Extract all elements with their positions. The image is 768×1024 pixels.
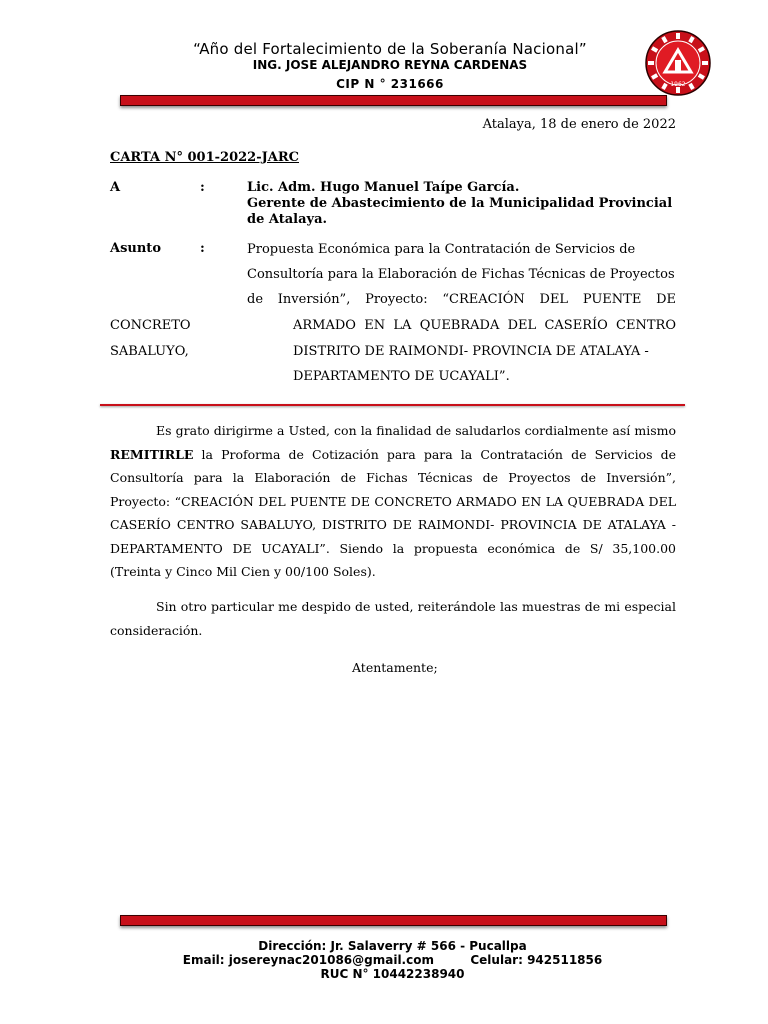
logo-year-text: 1962 [670,81,686,88]
p1-bold: REMITIRLE [110,446,194,462]
recipient-name: Lic. Adm. Hugo Manuel Taípe García. [247,180,520,195]
year-motto: “Año del Fortalecimiento de la Soberanía Nacional” [193,40,587,58]
subject-colon: : [200,241,205,256]
subject-line-3: de Inversión”, Proyecto: “CREACIÓN DEL PUENTE DE [247,292,676,307]
letter-reference: CARTA N° 001-2022-JARC [110,150,299,165]
p2-text: Sin otro particular me despido de usted, reiterándole las muestras de mi especial consideración. [110,599,676,638]
footer-contact [120,953,665,967]
to-colon: : [200,180,205,195]
subject-line-1: Propuesta Económica para la Contratación de Servicios de [247,242,636,257]
recipient-org: de Atalaya. [247,212,328,227]
p1-intro: Es grato dirigirme a Usted, con la finalidad de saludarlos cordialmente así mismo [156,423,676,438]
subject-line-6: DEPARTAMENTO DE UCAYALI”. [293,369,510,384]
subject-line-4: ARMADO EN LA QUEBRADA DEL CASERÍO CENTRO [293,318,676,333]
header-divider [120,95,667,106]
cip-number: CIP N ° 231666 [336,77,444,91]
body-paragraph-2 [110,595,676,642]
cip-logo-icon [645,30,711,96]
footer-address: Dirección: Jr. Salaverry # 566 - Pucallpa [258,939,527,953]
to-label: A [110,180,121,195]
body-paragraph-1 [110,419,676,584]
closing: Atentamente; [352,660,438,675]
p1-rest: la Proforma de Cotización para para la Contratación de Servicios de Consultoría para la Elaboración de Fichas Técnicas de Proyectos de Inversión”, Proyecto: “CREACIÓN DEL PUENTE DE CONCRETO ARMADO EN LA QUEBRADA DEL CASERÍO CENTRO SABALUYO, DISTRITO DE RAIMONDI- PROVINCIA DE ATALAYA - DEPARTAMENTO DE UCAYALI”. Siendo la propuesta económica de S/ 35,100.00 (Treinta y Cinco Mil Cien y 00/100 Soles). [110,446,676,579]
subject-divider [100,404,685,406]
footer-phone: Celular: 942511856 [470,953,603,967]
footer-email: Email: josereynac201086@gmail.com [182,953,434,967]
recipient-title: Gerente de Abastecimiento de la Municipalidad Provincial [247,196,673,211]
subject-line-2: Consultoría para la Elaboración de Fichas Técnicas de Proyectos [247,267,675,282]
subject-line-5: DISTRITO DE RAIMONDI- PROVINCIA DE ATALAYA - [293,344,649,359]
engineer-name: ING. JOSE ALEJANDRO REYNA CARDENAS [252,58,528,72]
recipient-block [247,180,687,228]
footer-ruc: RUC N° 10442238940 [320,967,465,981]
subject-left-5: SABALUYO, [110,344,189,359]
subject-label: Asunto [110,241,161,256]
letter-date: Atalaya, 18 de enero de 2022 [482,117,676,132]
footer-divider [120,915,667,926]
subject-left-4: CONCRETO [110,318,191,333]
